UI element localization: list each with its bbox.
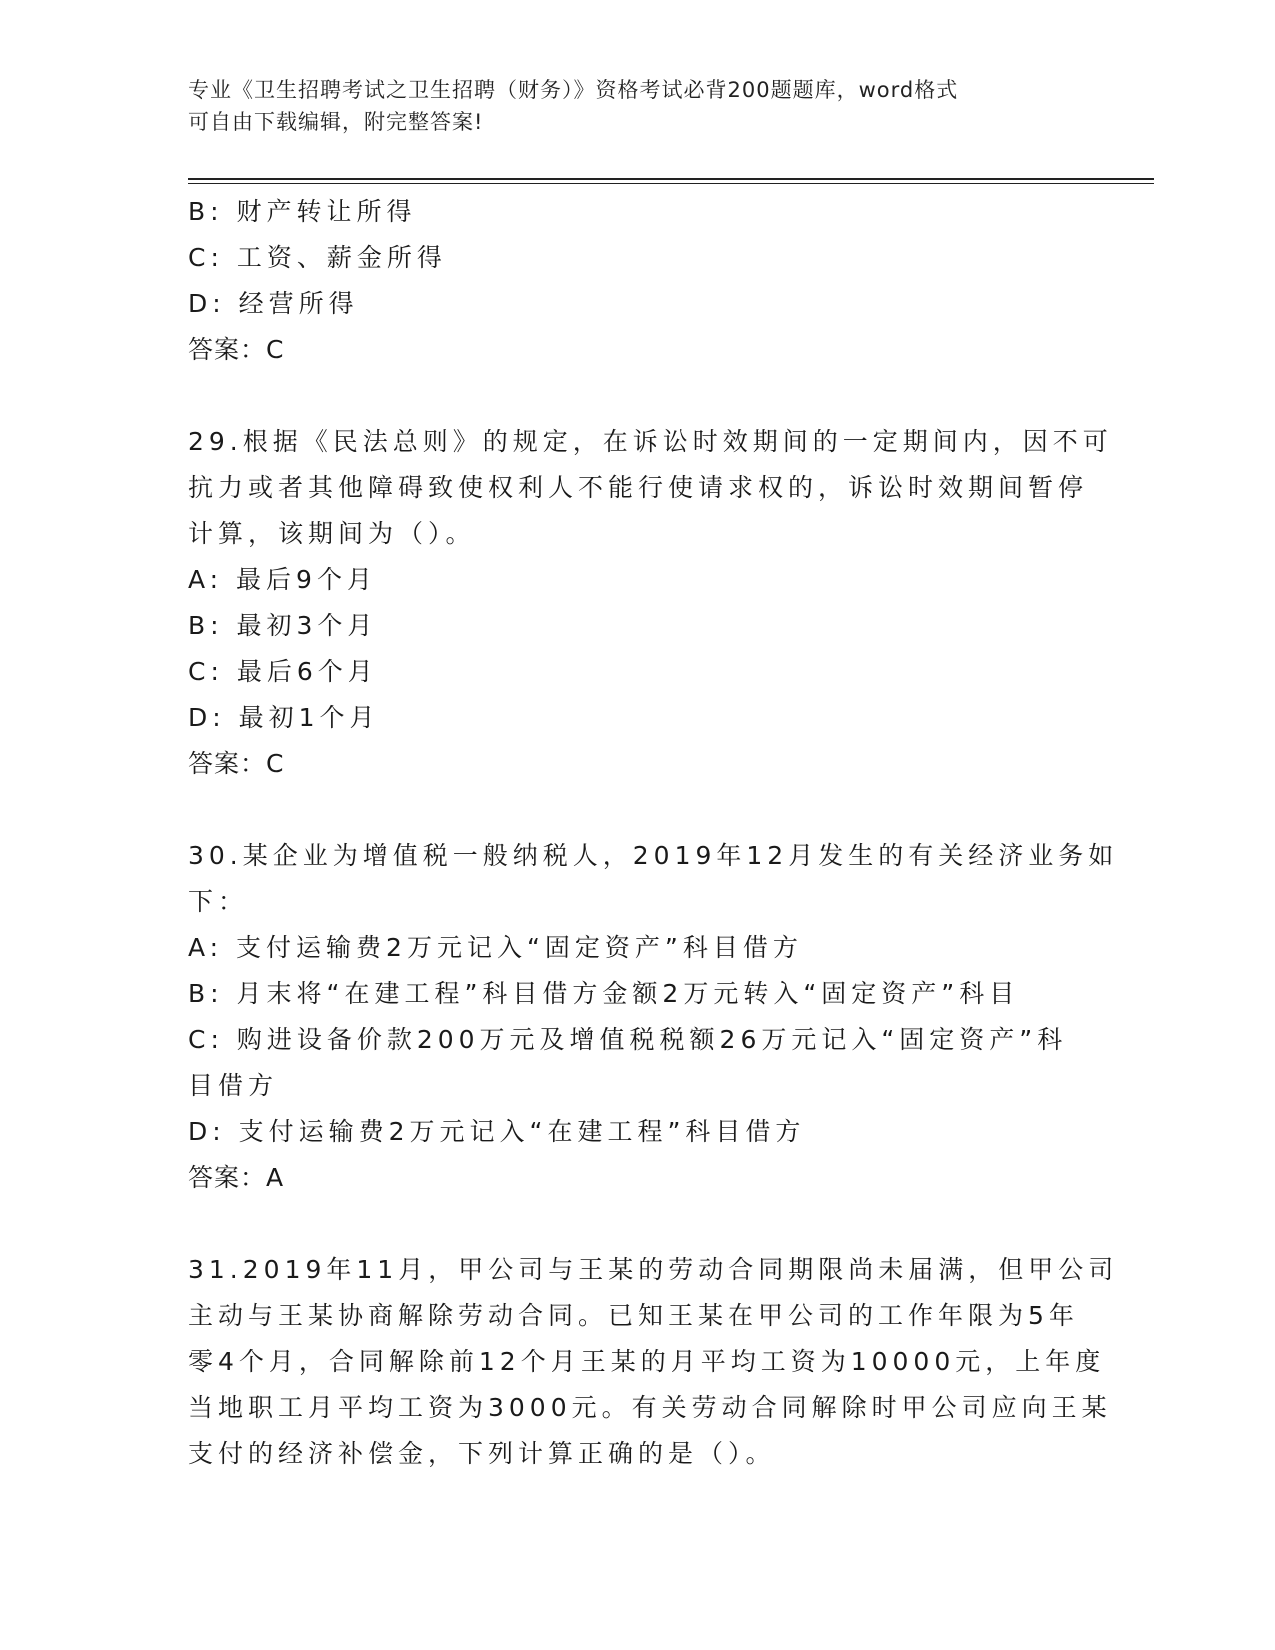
header-divider-thick xyxy=(188,178,1154,180)
question-31-block xyxy=(188,1247,1119,1477)
header-title-line-2: 可自由下载编辑，附完整答案! xyxy=(188,110,484,134)
q30-option-b: B: 月末将“在建工程”科目借方金额2万元转入“固定资产”科目 xyxy=(188,979,1020,1008)
q30-text-line-2: 下： xyxy=(188,887,249,916)
question-29-block xyxy=(188,419,1113,787)
q28-option-d: D: 经营所得 xyxy=(188,289,359,318)
q31-text-line-3: 零4个月，合同解除前12个月王某的月平均工资为10000元，上年度 xyxy=(188,1347,1106,1376)
q30-option-a: A: 支付运输费2万元记入“固定资产”科目借方 xyxy=(188,933,803,962)
q31-text-line-5: 支付的经济补偿金，下列计算正确的是（）。 xyxy=(188,1439,776,1468)
header-title-line-1: 专业《卫生招聘考试之卫生招聘（财务）》资格考试必背200题题库，word格式 xyxy=(188,78,959,102)
document-body xyxy=(188,189,1119,1477)
q29-option-b: B: 最初3个月 xyxy=(188,611,378,640)
q29-text-line-2: 抗力或者其他障碍致使权利人不能行使请求权的，诉讼时效期间暂停 xyxy=(188,473,1089,502)
question-30-block xyxy=(188,833,1119,1201)
q30-option-c-line-2: 目借方 xyxy=(188,1071,279,1100)
q29-text-line-3: 计算，该期间为（）。 xyxy=(188,519,476,548)
q28-option-c: C: 工资、薪金所得 xyxy=(188,243,447,272)
q30-answer: 答案：A xyxy=(188,1163,285,1192)
spacer xyxy=(188,1201,1088,1247)
q29-answer: 答案：C xyxy=(188,749,285,778)
q31-text-line-1: 31.2019年11月，甲公司与王某的劳动合同期限尚未届满，但甲公司 xyxy=(188,1255,1119,1284)
q30-text-line-1: 30.某企业为增值税一般纳税人，2019年12月发生的有关经济业务如 xyxy=(188,841,1119,870)
spacer xyxy=(188,787,1088,833)
q29-text-line-1: 29.根据《民法总则》的规定，在诉讼时效期间的一定期间内，因不可 xyxy=(188,427,1113,456)
q30-option-d: D: 支付运输费2万元记入“在建工程”科目借方 xyxy=(188,1117,806,1146)
q29-option-c: C: 最后6个月 xyxy=(188,657,378,686)
q28-answer: 答案：C xyxy=(188,335,285,364)
q28-option-b: B: 财产转让所得 xyxy=(188,197,417,226)
question-28-block xyxy=(188,189,1088,373)
page-header xyxy=(188,74,1088,138)
q31-text-line-4: 当地职工月平均工资为3000元。有关劳动合同解除时甲公司应向王某 xyxy=(188,1393,1112,1422)
spacer xyxy=(188,373,1088,419)
q29-option-a: A: 最后9个月 xyxy=(188,565,377,594)
q29-option-d: D: 最初1个月 xyxy=(188,703,380,732)
q31-text-line-2: 主动与王某协商解除劳动合同。已知王某在甲公司的工作年限为5年 xyxy=(188,1301,1079,1330)
header-divider-thin xyxy=(188,183,1154,184)
q30-option-c-line-1: C: 购进设备价款200万元及增值税税额26万元记入“固定资产”科 xyxy=(188,1025,1068,1054)
